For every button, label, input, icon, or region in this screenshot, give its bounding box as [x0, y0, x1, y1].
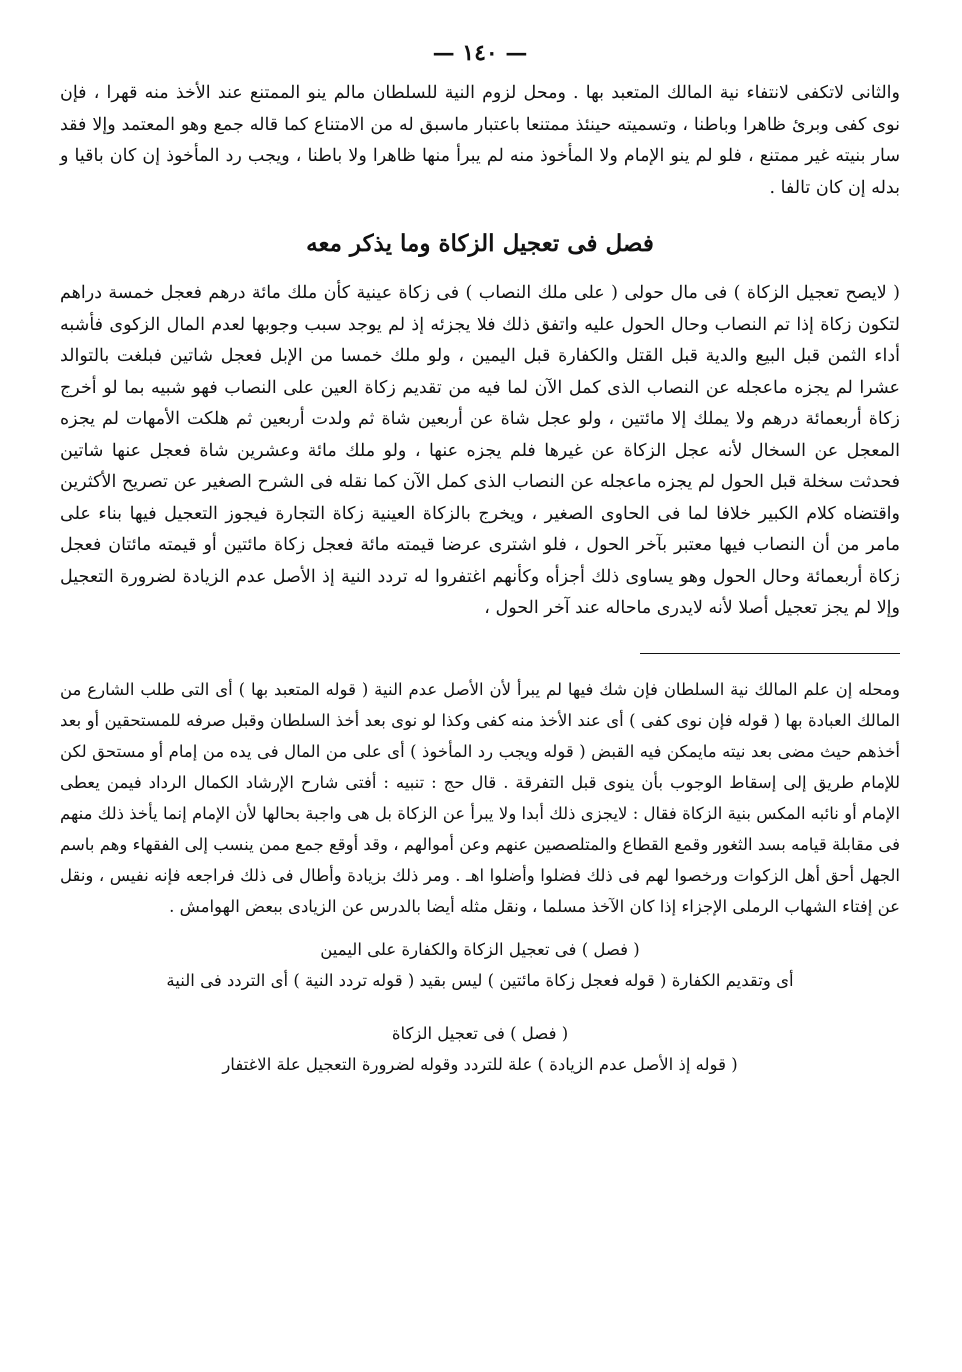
- main-paragraph-continued: والثانى لاتكفى لانتفاء نية المالك المتعبد بها . ومحل لزوم النية للسلطان مالم ينو الممتنع عند الأخذ منه قهرا ، فإن نوى كفى وبرئ ظاهرا وباطنا ، وتسميته حينئذ ممتنعا باعتبار ماسبق له من الامتناع كما قاله جمع وهو المعتمد وإلا فقد سار بنيته غير ممتنع ، فلو لم ينو الإمام ولا المأخوذ منه لم يبرأ منها ظاهرا ولا باطنا ، ويجب رد المأخوذ إن كان باقيا و بدله إن كان تالفا .: [60, 83, 900, 198]
- footnote-paragraph: ومحله إن علم المالك نية السلطان فإن شك فيها لم يبرأ لأن الأصل عدم النية ( قوله المتعبد بها ) أى التى طلب الشارع من المالك العبادة بها ( قوله فإن نوى كفى ) أى عند الأخذ منه كفى وكذا لو نوى بعد أخذ السلطان وقبل صرفه للمستحقين أو بعد أخذهم حيث مضى بعد نيته مايمكن فيه القبض ( قوله ويجب رد المأخوذ ) أى على من المال فى يده من إمام أو مستحق لكن للإمام طريق إلى إسقاط الوجوب بأن ينوى قبل التفرقة . قال حج : تنبيه : أفتى شارح الإرشاد الكمال الرداد فيمن يعطى الإمام أو نائبه المكس بنية الزكاة فقال : لايجزى ذلك أبدا ولا يبرأ عن الزكاة بل هى واجبة بحالها لأن الإمام إنما يأخذ ذلك منهم فى مقابلة قيامه بسد الثغور وقمع القطاع والمتلصصين عنهم وعن أموالهم ، وقد أوقع جمع ممن ينسب إلى الفقهاء وهم باسم الجهل أحق أهل الزكوات ورخصوا لهم فى ذلك فضلوا وأضلوا اهـ . ومر ذلك بزيادة وأطال فى ذلك فراجعه فإنه نفيس ، ونقل عن إفتاء الشهاب الرملى الإجزاء إذا كان الآخذ مسلما ، ونقل مثله أيضا بالدرس عن الزيادى ببعض الهوامش .: [60, 679, 900, 916]
- footnote-divider: [640, 653, 900, 654]
- page-number: — ١٤٠ —: [432, 40, 528, 66]
- main-paragraph-zakat-advance: ( لايصح تعجيل الزكاة ) فى مال حولى ( على ملك النصاب ) فى زكاة عينية كأن ملك مائة درهم فعجل خمسة دراهم لتكون زكاة إذا تم النصاب وحال الحول عليه واتفق ذلك فلا يجزئه إذ لم يوجد سبب وجوبها لعدم المال الزكوى فأشبه أداء الثمن قبل البيع والدية قبل القتل والكفارة قبل اليمين ، ولو ملك خمسا من الإبل فعجل شاتين فبلغت بالتوالد عشرا لم يجزه ماعجله عن النصاب الذى كمل الآن لما فيه من تقديم زكاة العين على النصاب فهو شبيه بما لو أخرج زكاة أربعمائة درهم ولا يملك إلا مائتين ، ولو عجل شاة عن أربعين شاة ثم ولدت أربعين ثم هلكت الأمهات لم يجزه المعجل عن السخال لأنه عجل الزكاة عن غيرها فلم يجزه عنها ، ولو ملك مائة وعشرين شاة فعجل عنها شاتين فحدثت سخلة قبل الحول لم يجزه ماعجله عن النصاب الذى كمل الآن كما نقله فى الشرح الصغير عن تصريح الأكثرين واقتضاه كلام الكبير خلافا لما فى الحاوى الصغير ، ويخرج بالزكاة العينية زكاة التجارة فيجوز التعجيل فيها بناء على مامر من أن النصاب فيها معتبر بآخر الحول ، فلو اشترى عرضا قيمته مائة فعجل زكاة مائتين أو قيمته مائتان فعجل زكاة أربعمائة وحال الحول وهو يساوى ذلك أجزأه وكأنهم اغتفروا له تردد النية إذ الأصل عدم الزيادة لضرورة التعجيل وإلا لم يجز تعجيل أصلا لأنه لايدرى ماحاله عند آخر الحول ،: [60, 283, 900, 618]
- footnote-heading-2: ( فصل ) فى تعجيل الزكاة: [391, 1023, 569, 1043]
- footnote-note-2: ( قوله إذ الأصل عدم الزيادة ) علة للتردد وقوله لضرورة التعجيل علة الاغتفار: [222, 1054, 738, 1074]
- footnote-note-1: أى وتقديم الكفارة ( قوله فعجل زكاة مائتين ) ليس بقيد ( قوله تردد النية ) أى التردد فى النية: [166, 970, 794, 990]
- document-page: [60, 38, 900, 1080]
- footnotes: [60, 674, 900, 1080]
- footnote-heading-1: ( فصل ) فى تعجيل الزكاة والكفارة على اليمين: [320, 939, 640, 959]
- main-text: [60, 78, 900, 625]
- section-title: فصل فى تعجيل الزكاة وما يذكر معه: [306, 230, 654, 257]
